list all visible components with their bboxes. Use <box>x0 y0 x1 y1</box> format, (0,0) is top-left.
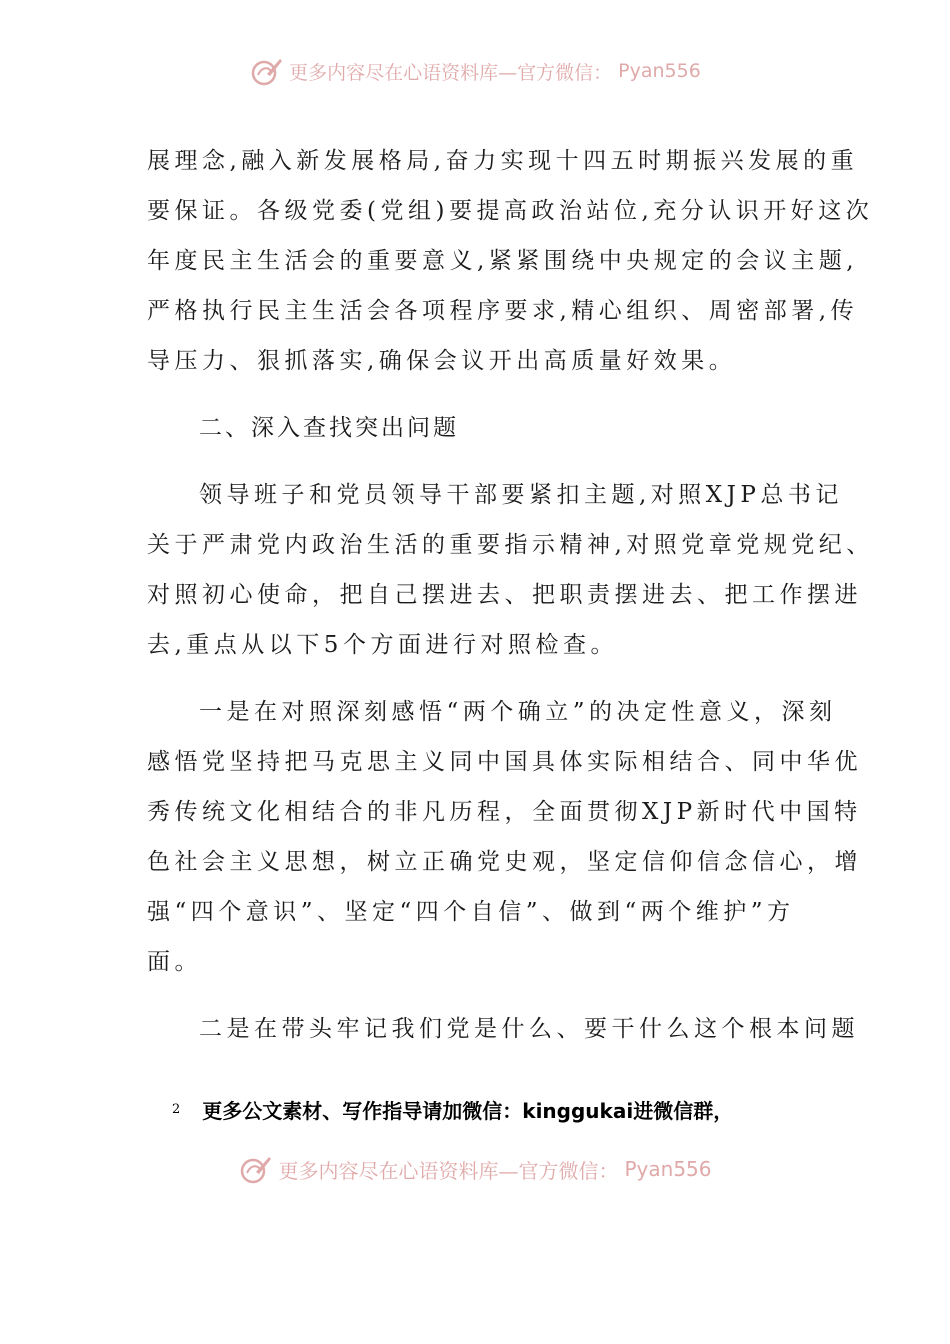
body-line: 一是在对照深刻感悟“两个确立”的决定性意义，深刻 <box>199 699 837 725</box>
body-line: 严格执行民主生活会各项程序要求,精心组织、周密部署,传 <box>147 298 859 324</box>
pen-logo-icon <box>238 1152 272 1186</box>
body-line: 领导班子和党员领导干部要紧扣主题,对照XJP总书记 <box>199 482 843 508</box>
body-line: 去,重点从以下5个方面进行对照检查。 <box>147 632 618 658</box>
body-line: 要保证。各级党委(党组)要提高政治站位,充分认识开好这次 <box>147 198 874 224</box>
watermark-text: 更多内容尽在心语资料库—官方微信： <box>289 61 613 84</box>
watermark-header <box>0 54 950 88</box>
body-line: 关于严肃党内政治生活的重要指示精神,对照党章党规党纪、 <box>147 532 874 558</box>
body-line: 色社会主义思想，树立正确党史观，坚定信仰信念信心，增 <box>147 849 862 875</box>
section-heading: 二、深入查找突出问题 <box>199 415 459 441</box>
watermark-text: 更多内容尽在心语资料库—官方微信： <box>278 1158 619 1183</box>
watermark-footer <box>0 1152 950 1186</box>
page-footer <box>172 1093 733 1125</box>
pen-logo-icon <box>249 54 283 88</box>
body-line: 年度民主生活会的重要意义,紧紧围绕中央规定的会议主题, <box>147 248 859 274</box>
body-line: 秀传统文化相结合的非凡历程，全面贯彻XJP新时代中国特 <box>147 799 862 825</box>
body-line: 二是在带头牢记我们党是什么、要干什么这个根本问题 <box>199 1016 859 1042</box>
body-line: 对照初心使命，把自己摆进去、把职责摆进去、把工作摆进 <box>147 582 862 608</box>
watermark-wechat: Pyan556 <box>618 60 701 82</box>
body-line: 强“四个意识”、坚定“四个自信”、做到“两个维护”方 <box>147 899 795 925</box>
page-number: 2 <box>172 1101 181 1117</box>
watermark-wechat: Pyan556 <box>624 1157 712 1181</box>
body-line: 展理念,融入新发展格局,奋力实现十四五时期振兴发展的重 <box>147 148 859 174</box>
document-body <box>147 136 874 1054</box>
body-line: 面。 <box>147 949 202 975</box>
footer-text: 更多公文素材、写作指导请加微信：kinggukai进微信群， <box>202 1098 734 1123</box>
body-line: 感悟党坚持把马克思主义同中国具体实际相结合、同中华优 <box>147 749 862 775</box>
body-line: 导压力、狠抓落实,确保会议开出高质量好效果。 <box>147 348 737 374</box>
